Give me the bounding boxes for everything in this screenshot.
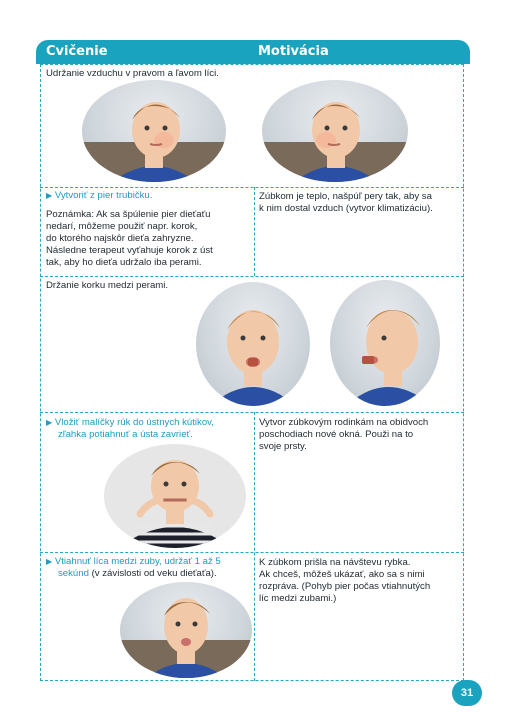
row2-action: ▶ Vytvoriť z pier trubičku. xyxy=(46,190,153,201)
row5-motivation-line: Ak chceš, môžeš ukázať, ako sa s nimi xyxy=(259,569,425,580)
boy-fingers-illustration xyxy=(104,444,246,548)
row4-motivation-line: poschodiach nové okná. Použi na to xyxy=(259,429,414,440)
row5-action-line: ▶ Vtiahnuť líca medzi zuby, udržať 1 až 5 xyxy=(46,556,221,567)
table-header xyxy=(36,40,470,64)
photo-boy-fingers xyxy=(104,444,246,548)
boy-puffed-cheek-illustration xyxy=(82,80,226,182)
arrow-right-icon: ▶ xyxy=(46,418,53,427)
row5-motivation-line: K zúbkom prišla na návštevu rybka. xyxy=(259,557,411,568)
column-divider xyxy=(254,187,255,276)
row-divider xyxy=(40,412,464,413)
photo-boy-left-cheek xyxy=(262,80,408,182)
arrow-right-icon: ▶ xyxy=(46,557,53,566)
row-divider xyxy=(40,552,464,553)
row5-action-line: sekúnd (v závislosti od veku dieťaťa). xyxy=(58,568,217,579)
row4-motivation-line: svoje prsty. xyxy=(259,441,307,452)
row3-title: Držanie korku medzi perami. xyxy=(46,280,169,291)
row2-motivation-line: Zúbkom je teplo, našpúľ pery tak, aby sa xyxy=(259,191,432,202)
photo-boy-cheeks-in xyxy=(120,582,252,678)
row2-motivation-line: k nim dostal vzduch (vytvor klimatizáciu). xyxy=(259,203,433,214)
arrow-right-icon: ▶ xyxy=(46,191,53,200)
boy-cheeks-in-illustration xyxy=(120,582,252,678)
row2-note-line: do ktorého najskôr dieťa zahryzne. xyxy=(46,233,194,244)
column-divider xyxy=(254,412,255,681)
row2-note-line: nedarí, môžeme použiť napr. korok, xyxy=(46,221,198,232)
page-number: 31 xyxy=(452,680,482,706)
row5-motivation-line: líc medzi zubami.) xyxy=(259,593,337,604)
boy-puffed-cheek-illustration xyxy=(262,80,408,182)
photo-boy-cork-side xyxy=(330,280,440,406)
boy-cork-illustration xyxy=(330,280,440,406)
row4-action-line: zľahka potiahnuť a ústa zavrieť. xyxy=(58,429,193,440)
row4-motivation-line: Vytvor zúbkovým rodinkám na obidvoch xyxy=(259,417,429,428)
row-divider xyxy=(40,276,464,277)
row2-note-line: Následne terapeut vyťahuje korok z úst xyxy=(46,245,213,256)
row2-note-line: Poznámka: Ak sa špúlenie pier dieťaťu xyxy=(46,209,211,220)
header-cvicenie: Cvičenie xyxy=(46,44,108,59)
header-motivacia: Motivácia xyxy=(258,44,329,59)
row4-action-line: ▶ Vložiť malíčky rúk do ústnych kútikov, xyxy=(46,417,214,428)
row5-motivation-line: rozpráva. (Pohyb pier počas vtiahnutých xyxy=(259,581,431,592)
photo-boy-right-cheek xyxy=(82,80,226,182)
boy-cork-illustration xyxy=(196,282,310,406)
row2-note-line: tak, aby ho dieťa udržalo iba perami. xyxy=(46,257,202,268)
row1-title: Udržanie vzduchu v pravom a ľavom líci. xyxy=(46,68,219,79)
row-divider xyxy=(40,187,464,188)
photo-boy-cork-front xyxy=(196,282,310,406)
